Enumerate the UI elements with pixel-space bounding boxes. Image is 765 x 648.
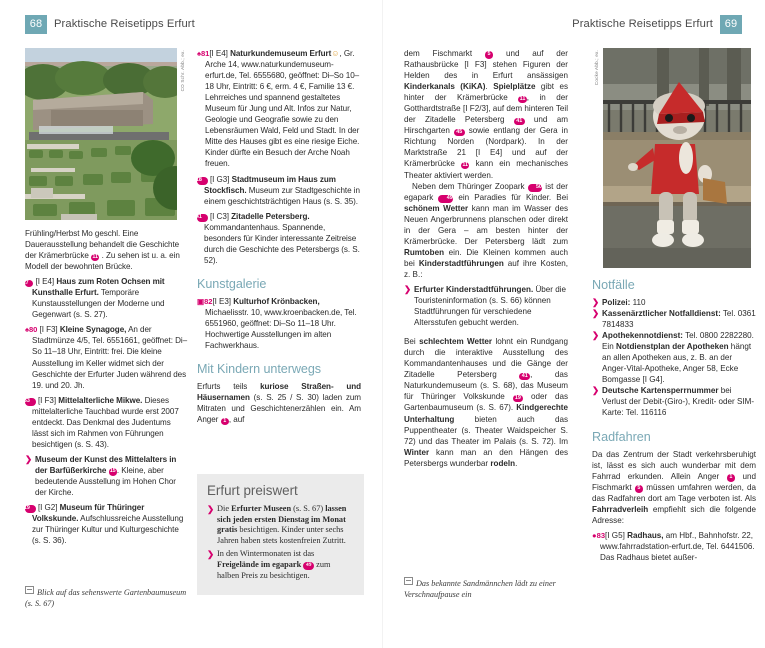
poi-dot: 41 — [514, 118, 525, 126]
map-ref: [I E4] — [209, 49, 228, 58]
entry-title: Mittelalterliche Mikwe. — [58, 395, 143, 405]
entry-title: Radhaus, — [627, 530, 664, 540]
caption-sandmaennchen: Das bekannte Sandmännchen lädt zu einer Verschnaufpause ein — [404, 579, 556, 599]
poi-dot: 11 — [92, 253, 99, 260]
entry-stadtmuseum-stockfisch: 18 [I G3] Stadtmuseum im Haus zum Stockfisch. Museum zur Stadtgeschichte in einem geschichtsträchtigen Haus (s. S. 35). — [195, 174, 360, 206]
marker-number: 80 — [28, 325, 38, 335]
paragraph-zoopark-egapark: Neben dem Thüringer Zoopark 50 ist der egapark 49 ein Paradies für Kinder. Bei schönem Wetter kann man im Wasser des Neuen Angerbrunnens planschen oder direkt in der Gera – am besten hinter der Krämerbrücke. Der Petersberg lädt zum Rumtoben ein. Die Kleinen kommen auch bei Kinderstadtführungen auf ihre Kosten, z. B.: — [404, 181, 568, 279]
page-gutter-divider — [382, 0, 383, 648]
poi-dot: 41 — [197, 214, 208, 222]
photo-icon — [25, 586, 34, 594]
folio-left: 68 — [25, 15, 47, 34]
entry-zitadelle-petersberg: 41 [I C3] Zitadelle Petersberg. Kommandantenhaus. Spannende, besonders für Kinder interessante Zeitreise durch die Geschichte des Petersbergs (s. S. 52). — [195, 211, 360, 265]
tip-item: ❯ In den Wintermonaten ist das Freigelände im egapark 49 zum halben Preis zu besichtigen. — [207, 549, 331, 580]
marker-number: 81 — [200, 49, 210, 58]
column-4 — [592, 278, 756, 563]
poi-dot: 49 — [438, 195, 453, 203]
gallery-icon: ▣ — [197, 296, 205, 306]
chevron-bullet-icon: ❯ — [592, 308, 600, 319]
tip-box-title: Erfurt preiswert — [207, 483, 298, 498]
paragraph-dauerausstellung: Frühling/Herbst Mo geschl. Eine Dauerausstellung behandelt die Geschichte der Krämerbrücke 11 . Zu sehen ist u. a. ein Modell der bewohnten Brücke. — [25, 229, 180, 272]
entry-radhaus: ●83[I G5] Radhaus, am Hbf., Bahnhofstr. 22, www.fahrradstation-erfurt.de, Tel. 6441506. Das Radhaus bietet außer- — [592, 530, 755, 562]
entry-naturkundemuseum: ♠81[I E4] Naturkundemuseum Erfurt☺, Gr. Arche 14, www.naturkundemuseum-erfurt.de, Tel. 6555680, geöffnet: Di–So 10–18 Uhr, Eintritt: 6 €, erm. 4 €, Familie 13 €. Lehrreiches und spannend gestaltetes Museum für Jung und Alt. Infos zur Natur, Geologie und Geografie sowie zu den Lebensräumen Wald, Feld und Stadt. In der Mitte des Hauses gibt es eine riesige Eiche. Kinder dürfte ein Besuch der Arche Noah freuen. — [197, 49, 360, 169]
poi-dot: 11 — [462, 161, 469, 168]
running-head-left — [25, 14, 195, 34]
tip-box-body — [207, 504, 354, 581]
entry-title: Naturkundemuseum Erfurt — [230, 49, 332, 58]
chevron-bullet-icon: ❯ — [404, 283, 412, 294]
poi-dot: 5 — [485, 51, 493, 59]
paragraph-schlechtes-wetter: Bei schlechtem Wetter lohnt ein Rundgang durch die interaktive Ausstellung des Kommandantenhauses und die Gänge der Zitadelle Petersberg 41 , das Naturkundemuseum (s. S. 68), das Museum für Thüringer Volkskunde 19 oder das Gartenbaumuseum (s. S. 67). Kindgerechte Unterhaltung bieten auch das Puppentheater (s. Theater Waidspeicher S. 72) und das Theater im Palais (s. S. 72). Im Winter kann man an den Hängen des Petersbergs wunderbar rodeln. — [404, 337, 569, 468]
section-heading-mit-kindern-unterwegs: Mit Kindern unterwegs — [197, 362, 322, 377]
emergency-item-apotheke: ❯ Apothekennotdienst: Tel. 0800 2282280. Ein Notdienstplan der Apotheken hängt an allen Apotheken aus, z. B. an der Anger-Vital-Apotheke, Anger 58, Ecke Bomgasse [I G4]. — [592, 330, 754, 385]
emergency-item-notfalldienst: ❯ Kassenärztlicher Notfalldienst: Tel. 0361 7814833 — [592, 308, 756, 330]
photo-sandmaennchen — [603, 48, 751, 268]
map-ref: [I G5] — [605, 530, 625, 540]
entry-haus-zum-roten-ochsen: 17 [I E4] Haus zum Roten Ochsen mit Kunsthalle Erfurt. Temporäre Kunstausstellungen der Moderne und Gegenwart (s. S. 27). — [22, 277, 165, 320]
highlight-marker — [197, 49, 209, 58]
entry-title: Museum für Thüringer Volkskunde. — [32, 503, 145, 524]
chevron-bullet-icon: ❯ — [207, 549, 215, 560]
entry-museum-thueringer-volkskunde: 19 [I G2] Museum für Thüringer Volkskunde. Aufschlussreiche Ausstellung zur Thüringer Kultur und Kulturgeschichte (s. S. 36). — [23, 503, 184, 546]
folio-right: 69 — [720, 15, 742, 34]
poi-dot: 53 — [25, 398, 36, 406]
poi-dot: 5 — [635, 485, 643, 493]
column-1 — [22, 228, 189, 546]
paragraph-radfahren: Da das Zentrum der Stadt verkehrsberuhigt ist, lässt es sich auch wunderbar mit dem Fahrrad erkunden. Allein Anger 1 und Fischmarkt 5 müssen umfahren werden, da das Radfahren dort am Tage verboten ist. Als Fahrradverleih empfiehlt sich die folgende Adresse: — [592, 449, 756, 525]
poi-dot: 41 — [519, 373, 530, 381]
poi-dot: 19 — [513, 395, 524, 403]
poi-dot: 18 — [197, 177, 208, 185]
entry-mittelalterliche-mikwe: 53 [I F3] Mittelalterliche Mikwe. Dieses mittelalterliche Tauchbad wurde erst 2007 entdeckt. Das Denkmal des Judentums lässt sich im Rahmen von Führungen besichtigen (s. S. 43). — [23, 395, 179, 449]
highlight-marker — [197, 297, 212, 306]
bullet-kinderstadtfuehrungen: ❯ Erfurter Kinderstadtführungen. Über die Touristeninformation (s. S. 66) können Stadtführungen für verschiedene Altersstufen gebucht werden. — [404, 283, 567, 328]
column-3 — [404, 48, 568, 469]
tip-box-erfurt-preiswert — [197, 474, 364, 595]
photo-credit-sandman: Cocke Abb.; ex. — [594, 50, 599, 86]
bullet-square-icon: ● — [592, 530, 597, 540]
section-heading-kunstgalerie: Kunstgalerie — [197, 276, 267, 291]
map-ref: [I F3] — [39, 325, 58, 335]
entry-title: Kleine Synagoge, — [59, 325, 127, 335]
photo-icon — [404, 577, 413, 585]
entry-title: Kulturhof Krönbacken, — [233, 296, 320, 306]
poi-dot: 11 — [519, 95, 526, 102]
marker-number: 82 — [204, 296, 213, 306]
running-head-right-title: Praktische Reisetipps Erfurt — [572, 18, 713, 30]
map-ref: [I F3] — [37, 395, 57, 405]
section-heading-radfahren: Radfahren — [592, 429, 651, 444]
chevron-bullet-icon: ❯ — [207, 504, 215, 514]
map-ref: [I G2] — [37, 503, 58, 513]
paragraph-spielplaetze: dem Fischmarkt 5 und auf der Rathausbrücke [I F3] stehen Figuren der Helden des in Erfurt ansässigen Kinderkanals (KiKA). Spielplätze gibt es hinter der Krämerbrücke 11, in der Gotthardtstraße [I F2/3], auf dem hinteren Teil der Zitadelle Petersberg 41 und am Hirschgarten 45 sowie entlang der Gera in Richtung Norden (Nordpark). In der Marktstraße 21 [I E4] und auf der Krämerbrücke 11 kann ein mechanisches Theater aktiviert werden. — [404, 49, 569, 180]
paragraph-kuriose-strassennamen: Erfurts teils kuriose Straßen- und Häusernamen (s. S. 25 / S. 30) laden zum Mitraten und Geschichtenerzählen ein. Am Anger 1 , auf — [197, 382, 362, 425]
column-2 — [197, 48, 361, 425]
bullet-museum-kunst-mittelalters: ❯ Museum der Kunst des Mittelalters in der Barfüßerkirche 15. Kleine, aber bedeutende Ausstellung im Hohen Chor der Kirche. — [25, 453, 177, 498]
entry-kleine-synagoge: ♠80 [I F3] Kleine Synagoge, An der Stadtmünze 4/5, Tel. 6551661, geöffnet: Di–So 11–18 Uhr, Eintritt: frei. Die kleine Ausstellung im Keller widmet sich der Geschichte der Erfurter Juden während des 19. und 20. Jh. — [25, 325, 188, 390]
map-ref: [I C3] — [209, 211, 229, 221]
map-ref: [I E4] — [35, 277, 55, 287]
bike-marker — [592, 531, 605, 540]
entry-title: Zitadelle Petersberg. — [231, 211, 310, 221]
photo-gartenbaumuseum — [25, 48, 177, 220]
poi-dot: 19 — [25, 505, 36, 513]
chevron-bullet-icon: ❯ — [592, 385, 600, 396]
entry-kulturhof-kroenbacken: ▣82[I E3] Kulturhof Krönbacken, Michaelisstr. 10, www.kroenbacken.de, Tel. 6551960, geöffnet: Di–So 11–18 Uhr. Hochwertige Ausstellungen im alten Fachwerkhaus. — [197, 296, 357, 351]
map-ref: [I G3] — [209, 174, 230, 184]
running-head-left-title: Praktische Reisetipps Erfurt — [54, 18, 195, 30]
running-head-right — [572, 14, 742, 34]
poi-dot: 45 — [454, 129, 465, 137]
star-icon: ♠ — [25, 325, 29, 335]
map-ref: [I E3] — [212, 296, 231, 306]
poi-dot: 49 — [303, 562, 314, 570]
entry-title: Stadtmuseum im Haus zum Stockfisch. — [204, 174, 336, 195]
poi-dot: 1 — [221, 418, 229, 426]
highlight-marker — [25, 325, 37, 334]
caption-gartenbaumuseum: Blick auf das sehenswerte Gartenbaumuseum (s. S. 67) — [25, 588, 187, 608]
poi-dot: 50 — [528, 184, 543, 192]
photo-credit-garden: CO Schr. Abb.; ex. — [180, 50, 185, 92]
emergency-item-kartensperrnummer: ❯ Deutsche Kartensperrnummer bei Verlust der Debit-(Giro-), Kredit- oder SIM-Karte: Tel. 116116 — [592, 385, 755, 418]
chevron-bullet-icon: ❯ — [592, 330, 600, 341]
chevron-bullet-icon: ❯ — [25, 453, 32, 464]
entry-title: Haus zum Roten Ochsen mit Kunsthalle Erfurt. — [32, 277, 165, 298]
star-icon: ♠ — [197, 49, 201, 58]
marker-number: 83 — [596, 530, 606, 540]
poi-dot: 15 — [109, 468, 116, 475]
tip-item: ❯ Die Erfurter Museen (s. S. 67) lassen sich jeden ersten Dienstag im Monat gratis besichtigen. Kinder unter sechs Jahren haben stets kostenfreien Zutritt. — [207, 504, 347, 545]
chevron-bullet-icon: ❯ — [592, 297, 600, 307]
section-heading-notfaelle: Notfälle — [592, 278, 635, 292]
poi-dot: 17 — [25, 280, 33, 288]
poi-dot: 1 — [727, 474, 735, 482]
emergency-item-polizei: ❯ Polizei: 110 — [592, 297, 646, 307]
child-friendly-icon: ☺ — [331, 49, 340, 58]
